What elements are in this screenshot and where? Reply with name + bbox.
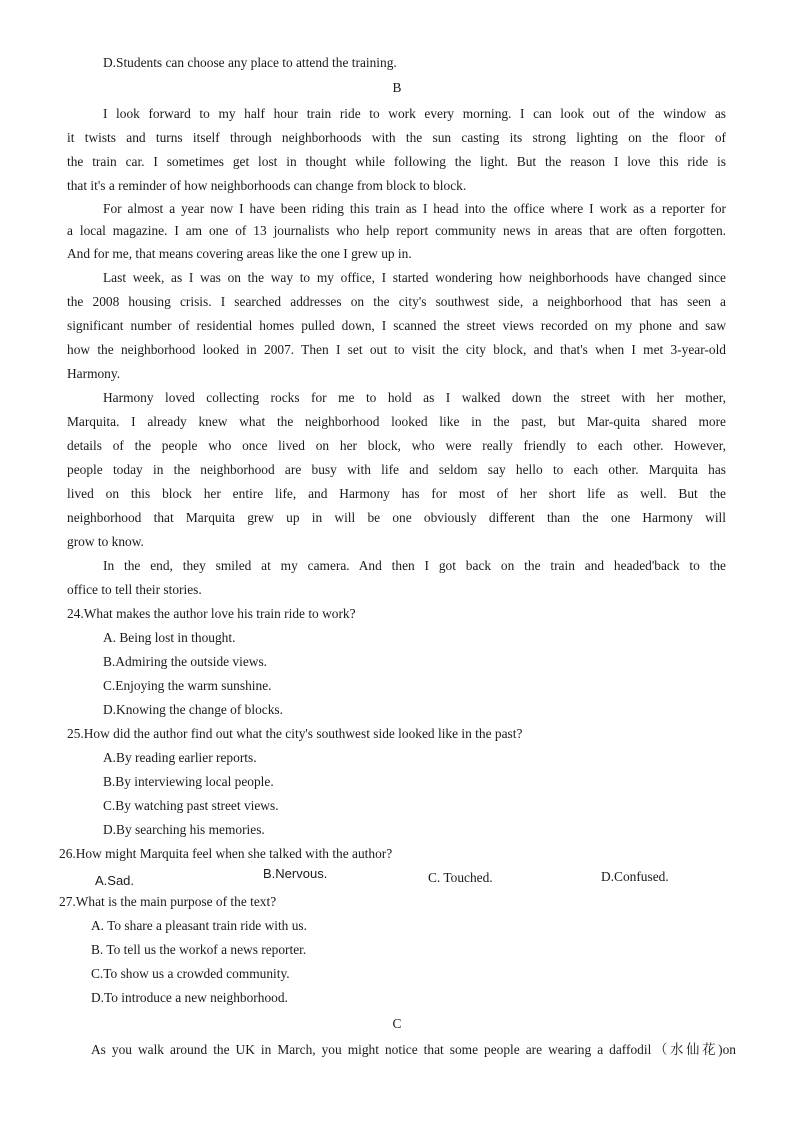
option-b: B.Admiring the outside views. (103, 654, 268, 669)
option-a: A.By reading earlier reports. (103, 750, 257, 765)
question-stem: 27.What is the main purpose of the text? (59, 894, 277, 909)
paragraph-line: Last week, as I was on the way to my office, I started wondering how neighborhoods have changed since (103, 270, 726, 285)
paragraph-line: that it's a reminder of how neighborhoods can change from block to block. (67, 178, 467, 193)
option-c: C.By watching past street views. (103, 798, 279, 813)
paragraph-line: people today in the neighborhood are busy with life and seldom say hello to each other. Marquita has (67, 462, 726, 477)
prev-option-d: D.Students can choose any place to attend the training. (103, 55, 397, 70)
option-a: A. To share a pleasant train ride with us. (91, 918, 307, 933)
paragraph-line: For almost a year now I have been riding this train as I head into the office where I work as a reporter for (103, 201, 726, 216)
option-b: B. To tell us the workof a news reporter. (91, 942, 307, 957)
question-stem: 24.What makes the author love his train ride to work? (67, 606, 356, 621)
section-c-first-line: As you walk around the UK in March, you might notice that some people are wearing a daffodil（水仙花)on (91, 1042, 736, 1057)
paragraph-line: And for me, that means covering areas like the one I grew up in. (67, 246, 412, 261)
option-a: A. Being lost in thought. (103, 630, 236, 645)
paragraph-line: significant number of residential homes pulled down, I scanned the street views recorded on my phone and saw (67, 318, 726, 333)
question-stem: 25.How did the author find out what the city's southwest side looked like in the past? (67, 726, 523, 741)
paragraph-line: the train car. I sometimes get lost in thought while following the light. But the reason I love this ride is (67, 154, 726, 169)
option-b: B.By interviewing local people. (103, 774, 274, 789)
paragraph-line: the 2008 housing crisis. I searched addresses on the city's southwest side, a neighborhood that has seen a (67, 294, 726, 309)
paragraph-line: a local magazine. I am one of 13 journalists who help report community news in areas that are often forgotten. (67, 223, 726, 238)
option-c: C.To show us a crowded community. (91, 966, 290, 981)
option-b: B.Nervous. (263, 866, 328, 881)
paragraph-line: lived on this block her entire life, and Harmony has for most of her short life as well. But the (67, 486, 726, 501)
question-stem: 26.How might Marquita feel when she talked with the author? (59, 846, 393, 861)
option-d: D.Confused. (601, 869, 669, 884)
paragraph-line: grow to know. (67, 534, 144, 549)
paragraph-line: how the neighborhood looked in 2007. Then I set out to visit the city block, and that's when I met 3-year-old (67, 342, 726, 357)
option-d: D.By searching his memories. (103, 822, 265, 837)
paragraph-line: Harmony loved collecting rocks for me to hold as I walked down the street with her mother, (103, 390, 726, 405)
paragraph-line: Harmony. (67, 366, 121, 381)
paragraph-line: it twists and turns itself through neighborhoods with the sun casting its strong lighting on the floor of (67, 130, 726, 145)
section-c-heading: C (392, 1016, 402, 1031)
option-c: C. Touched. (428, 870, 493, 885)
option-d: D.Knowing the change of blocks. (103, 702, 283, 717)
paragraph-line: details of the people who once lived on her block, who were really friendly to each other. However, (67, 438, 726, 453)
option-a: A.Sad. (95, 873, 135, 888)
option-d: D.To introduce a new neighborhood. (91, 990, 288, 1005)
paragraph-line: office to tell their stories. (67, 582, 202, 597)
paragraph-line: neighborhood that Marquita grew up in will be one obviously different than the one Harmony will (67, 510, 726, 525)
option-c: C.Enjoying the warm sunshine. (103, 678, 272, 693)
section-b-heading: B (392, 80, 402, 95)
paragraph-line: Marquita. I already knew what the neighborhood looked like in the past, but Mar-quita shared more (67, 414, 726, 429)
paragraph-line: I look forward to my half hour train ride to work every morning. I can look out of the window as (103, 106, 726, 121)
paragraph-line: In the end, they smiled at my camera. And then I got back on the train and headed'back to the (103, 558, 726, 573)
